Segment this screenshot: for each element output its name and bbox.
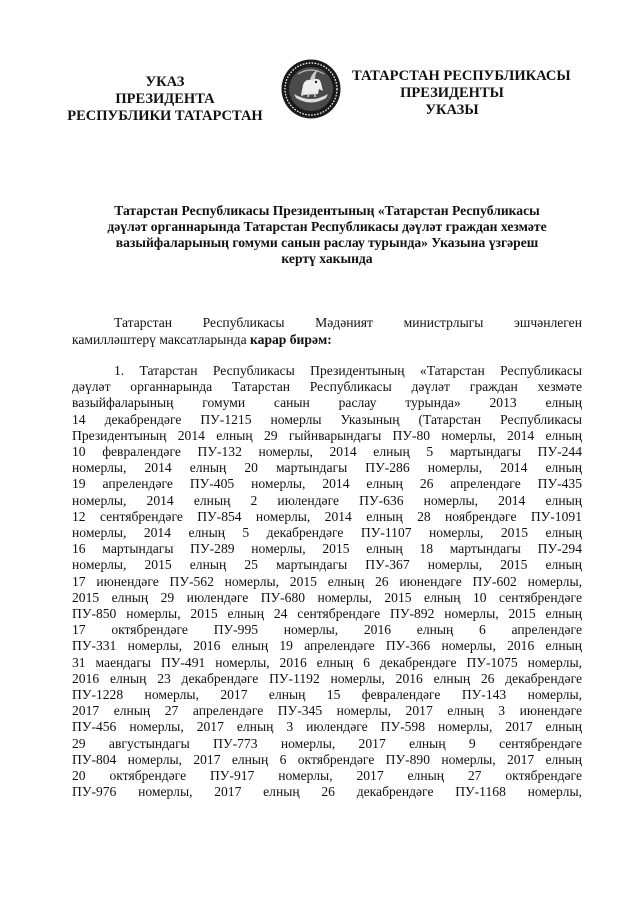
- body-line: 12 сентябрендәге ПУ-854 номерлы, 2014 елның 28 ноябрендәге ПУ-1091: [72, 508, 582, 524]
- decree-body: [72, 363, 582, 800]
- body-line: номерлы, 2015 елның 25 мартындагы ПУ-367 номерлы, 2015 елның: [72, 557, 582, 573]
- body-line: номерлы, 2014 елның 2 июлендәге ПУ-636 номерлы, 2014 елның: [72, 492, 582, 508]
- header-left-line: УКАЗ: [145, 74, 185, 90]
- title-line: кертү хакында: [281, 251, 373, 266]
- body-line: ПУ-850 номерлы, 2015 елның 24 сентябрендәге ПУ-892 номерлы, 2015 елның: [72, 606, 582, 622]
- decree-preamble: [72, 314, 582, 348]
- body-line: 2015 елның 29 июлендәге ПУ-680 номерлы, 2015 елның 10 сентябрендәге: [72, 589, 582, 605]
- body-line: 19 апрелендәге ПУ-405 номерлы, 2014 елның 26 апрелендәге ПУ-435: [72, 476, 582, 492]
- body-line: вазыйфаларының гомуми санын раслау турында» 2013 елның: [72, 395, 582, 411]
- header-right-line: ПРЕЗИДЕНТЫ: [400, 85, 504, 101]
- preamble-line: Татарстан Республикасы Мәдәният министрлыгы эшчәнлеген: [114, 315, 582, 330]
- body-line: ПУ-456 номерлы, 2017 елның 3 июлендәге ПУ-598 номерлы, 2017 елның: [72, 719, 582, 735]
- header-left-russian: [60, 74, 270, 125]
- title-line: вазыйфаларының гомуми санын раслау турында» Указына үзгәреш: [115, 235, 539, 250]
- body-line: номерлы, 2014 елның 5 декабрендәге ПУ-1107 номерлы, 2015 елның: [72, 525, 582, 541]
- body-line: 2016 елның 23 декабрендәге ПУ-1192 номерлы, 2016 елның 26 декабрендәге: [72, 670, 582, 686]
- header-right-line: ТАТАРСТАН РЕСПУБЛИКАСЫ: [352, 68, 571, 84]
- body-line: 10 февралендәге ПУ-132 номерлы, 2014 елның 5 мартындагы ПУ-244: [72, 444, 582, 460]
- body-line: 31 маендагы ПУ-491 номерлы, 2016 елның 6 декабрендәге ПУ-1075 номерлы,: [72, 654, 582, 670]
- header-left-line: ПРЕЗИДЕНТА: [115, 91, 215, 107]
- body-line: ПУ-804 номерлы, 2017 елның 6 октябрендәге ПУ-890 номерлы, 2017 елның: [72, 751, 582, 767]
- decree-title: [72, 203, 582, 267]
- coat-of-arms-emblem: [280, 58, 342, 120]
- body-line: 29 августындагы ПУ-773 номерлы, 2017 елның 9 сентябрендәге: [72, 735, 582, 751]
- body-line: дәүләт органнарында Татарстан Республикасы дәүләт граждан хезмәте: [72, 379, 582, 395]
- title-line: дәүләт органнарында Татарстан Республикасы дәүләт граждан хезмәте: [107, 219, 547, 234]
- body-line: 2017 елның 27 апрелендәге ПУ-345 номерлы, 2017 елның 3 июнендәге: [72, 703, 582, 719]
- body-line: 1. Татарстан Республикасы Президентының «Татарстан Республикасы: [114, 363, 582, 378]
- body-line: ПУ-331 номерлы, 2016 елның 19 апрелендәге ПУ-366 номерлы, 2016 елның: [72, 638, 582, 654]
- body-line: 16 мартындагы ПУ-289 номерлы, 2015 елның 18 мартындагы ПУ-294: [72, 541, 582, 557]
- body-line: 20 октябрендәге ПУ-917 номерлы, 2017 елның 27 октябрендәге: [72, 768, 582, 784]
- body-line: ПУ-1228 номерлы, 2017 елның 15 февралендәге ПУ-143 номерлы,: [72, 687, 582, 703]
- body-line: Президентының 2014 елның 29 гыйнварындагы ПУ-80 номерлы, 2014 елның: [72, 427, 582, 443]
- preamble-text: камилләштерү максатларында: [72, 332, 251, 347]
- preamble-decision-text: карар бирәм:: [250, 332, 332, 347]
- body-line: 17 октябрендәге ПУ-995 номерлы, 2016 елның 6 апрелендәге: [72, 622, 582, 638]
- header-right-tatar: [352, 68, 571, 119]
- body-line: номерлы, 2014 елның 20 мартындагы ПУ-286 номерлы, 2014 елның: [72, 460, 582, 476]
- header-right-line: УКАЗЫ: [425, 102, 479, 118]
- preamble-line: [72, 331, 582, 348]
- title-line: Татарстан Республикасы Президентының «Татарстан Республикасы: [114, 203, 540, 218]
- body-line: ПУ-976 номерлы, 2017 елның 26 декабрендәге ПУ-1168 номерлы,: [72, 784, 582, 800]
- body-line: 17 июнендәге ПУ-562 номерлы, 2015 елның 26 июнендәге ПУ-602 номерлы,: [72, 573, 582, 589]
- header-left-line: РЕСПУБЛИКИ ТАТАРСТАН: [67, 108, 263, 124]
- body-line: 14 декабрендәге ПУ-1215 номерлы Указының (Татарстан Республикасы: [72, 411, 582, 427]
